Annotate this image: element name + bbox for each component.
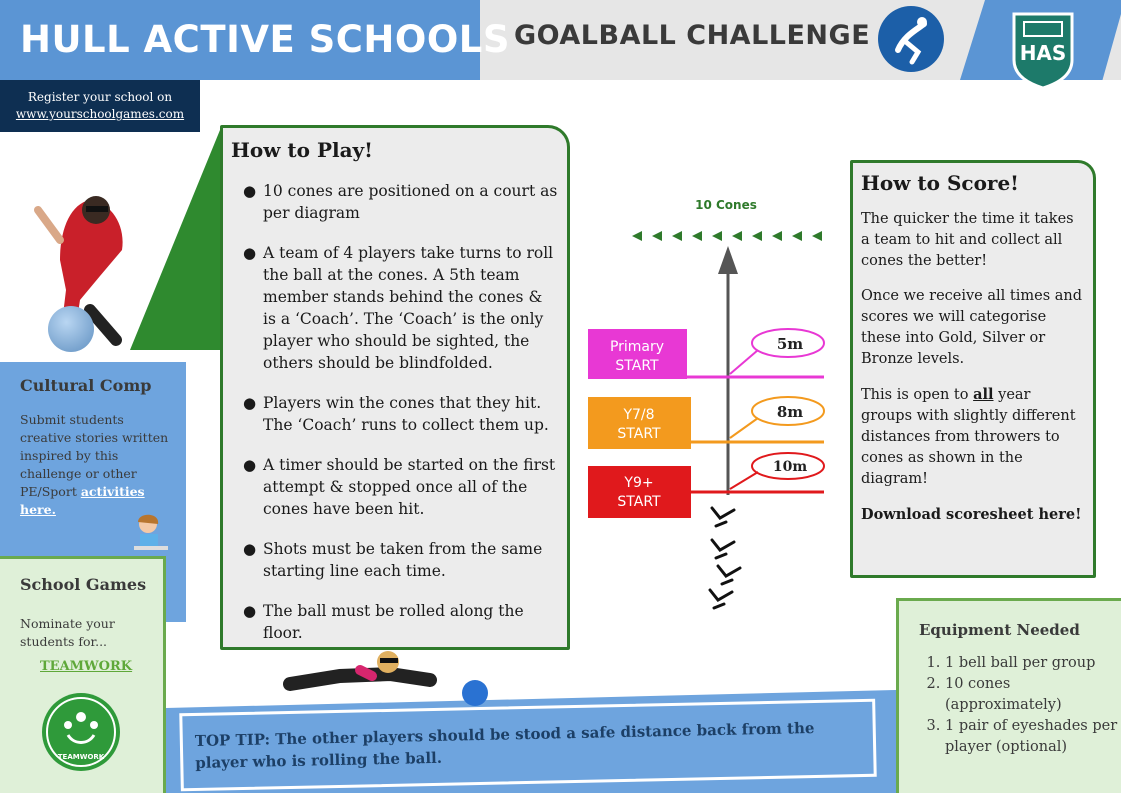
equipment-list <box>919 653 1121 758</box>
top-tip-box <box>179 699 876 792</box>
diving-player-image <box>280 640 460 700</box>
y9-start-label-2: START <box>617 494 661 510</box>
teamwork-link[interactable]: TEAMWORK <box>40 659 133 674</box>
arrow-head <box>718 246 738 274</box>
primary-distance-label: 5m <box>776 335 804 353</box>
score-paragraph-3: This is open to all year groups with slightly different distances from throwers to cones as shown in the diagram! <box>861 386 1076 487</box>
cultural-comp-title: Cultural Comp <box>20 376 152 395</box>
how-to-play-panel <box>220 125 570 650</box>
list-item: ● A timer should be started on the first attempt & stopped once all of the cones have been hit. <box>243 456 556 518</box>
how-to-play-list <box>231 180 559 644</box>
girl-writing-icon <box>130 510 170 554</box>
how-to-score-panel <box>850 160 1096 578</box>
cones-label: 10 Cones <box>695 198 757 212</box>
runner-logo <box>878 6 944 72</box>
y9-distance-label: 10m <box>772 459 808 475</box>
teamwork-badge <box>42 693 120 771</box>
y78-start-label-2: START <box>617 426 661 442</box>
list-item: 1. 1 bell ball per group <box>945 653 1121 674</box>
cultural-comp-section <box>20 376 170 519</box>
score-paragraph-2: Once we receive all times and scores we will categorise these into Gold, Silver or Bronze levels. <box>861 288 1083 367</box>
diving-ball <box>462 680 488 706</box>
cultural-comp-link[interactable]: activities here. <box>20 484 145 517</box>
top-tip-text: TOP TIP: The other players should be stood a safe distance back from the player who is rolling the ball. <box>194 719 815 772</box>
score-paragraph-1: The quicker the time it takes a team to hit and collect all cones the better! <box>861 211 1074 269</box>
thrower-icons <box>710 508 740 608</box>
list-item: ● 10 cones are positioned on a court as per diagram <box>243 182 558 222</box>
download-scoresheet-link[interactable]: Download scoresheet here! <box>861 506 1082 523</box>
register-text: Register your school on <box>27 90 173 104</box>
school-games-title: School Games <box>20 575 147 594</box>
school-games-panel <box>0 556 166 793</box>
teamwork-badge-text: TEAMWORK <box>57 753 105 761</box>
cones-row <box>632 231 822 241</box>
green-triangle <box>130 130 220 350</box>
primary-start-label-2: START <box>615 358 659 374</box>
has-logo-text: HAS <box>1019 41 1067 65</box>
y78-distance-label: 8m <box>776 403 804 421</box>
how-to-score-title: How to Score! <box>861 171 1019 195</box>
how-to-play-title: How to Play! <box>231 138 373 162</box>
goalball-ball <box>48 306 94 352</box>
challenge-title: GOALBALL CHALLENGE <box>514 20 871 51</box>
y78-start-label-1: Y7/8 <box>623 407 655 423</box>
list-item: ● Players win the cones that they hit. The ‘Coach’ runs to collect them up. <box>243 394 549 434</box>
list-item: 2. 10 cones (approximately) <box>945 674 1121 716</box>
primary-start-label-1: Primary <box>609 339 665 355</box>
has-logo <box>1010 10 1076 90</box>
register-box <box>0 80 200 132</box>
y9-start-label-1: Y9+ <box>624 475 654 491</box>
list-item: ● Shots must be taken from the same starting line each time. <box>243 540 543 580</box>
list-item: 3. 1 pair of eyeshades per player (optional) <box>945 716 1121 758</box>
equipment-title: Equipment Needed <box>919 621 1080 639</box>
court-diagram <box>580 190 840 630</box>
equipment-panel <box>896 598 1121 793</box>
school-games-text: Nominate your students for... <box>20 616 115 649</box>
list-item: ● The ball must be rolled along the floor. <box>243 602 524 642</box>
cultural-comp-text: Submit students creative stories written inspired by this challenge or other PE/Sport activities here. <box>20 412 169 517</box>
list-item: ● A team of 4 players take turns to roll the ball at the cones. A 5th team member stands behind the cones & is a ‘Coach’. The ‘Coach’ is the only player who should be sighted, the others should be blindfolded. <box>243 244 554 372</box>
y9-start-box <box>588 466 691 518</box>
page-title: HULL ACTIVE SCHOOLS <box>20 18 511 61</box>
register-link[interactable]: www.yourschoolgames.com <box>15 107 185 121</box>
